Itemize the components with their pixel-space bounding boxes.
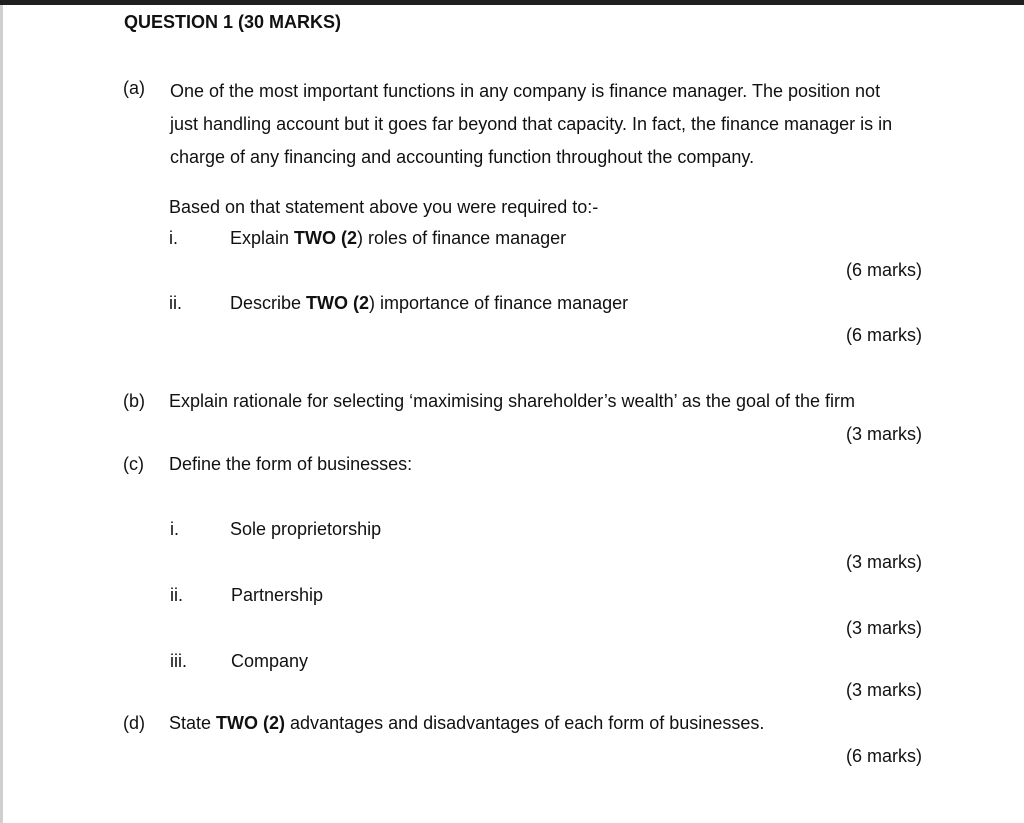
part-a-item-1-number: i. [169, 228, 178, 248]
part-a-item-1-text [230, 227, 566, 249]
part-d-bold: TWO (2) [216, 713, 286, 733]
part-c-item-1-marks: (3 marks) [846, 552, 922, 572]
part-d-post: advantages and disadvantages of each form of businesses. [285, 713, 765, 733]
part-c-item-2-marks: (3 marks) [846, 618, 922, 638]
part-a-item-1-close-paren: ) [357, 228, 364, 248]
part-d-label: (d) [123, 713, 145, 733]
part-d-text [169, 712, 764, 734]
part-d-pre: State [169, 713, 217, 733]
part-a-item-2-bold: TWO (2 [306, 293, 370, 313]
part-a-intro: Based on that statement above you were required to:- [169, 197, 599, 217]
part-a-item-2-marks: (6 marks) [846, 325, 922, 345]
part-a-item-1-marks: (6 marks) [846, 260, 922, 280]
part-c-item-3-number: iii. [170, 651, 187, 671]
part-c-item-3-marks: (3 marks) [846, 680, 922, 700]
part-a-paragraph-line-1: One of the most important functions in any company is finance manager. The position not [170, 81, 881, 101]
part-c-item-2-text: Partnership [231, 585, 324, 605]
part-c-text: Define the form of businesses: [169, 454, 413, 474]
part-b-label: (b) [123, 391, 145, 411]
part-a-label: (a) [123, 78, 145, 98]
part-a-paragraph-line-3: charge of any financing and accounting function throughout the company. [170, 147, 755, 167]
part-a-item-1-bold-number: 2 [347, 228, 358, 248]
part-a-item-2-text [230, 292, 628, 314]
part-a-item-1-post: roles of finance manager [363, 228, 567, 248]
part-a-paragraph [170, 75, 930, 174]
part-a-item-1-pre: Explain [230, 228, 295, 248]
top-border-bar [0, 0, 1024, 5]
part-a-item-2-post: importance of finance manager [375, 293, 629, 313]
part-c-item-3-text: Company [231, 651, 309, 671]
part-a-item-1-bold: TWO ( [294, 228, 348, 248]
part-d-marks: (6 marks) [846, 746, 922, 766]
part-c-item-2-number: ii. [170, 585, 183, 605]
part-c-item-1-number: i. [170, 519, 179, 539]
part-a-item-2-pre: Describe [230, 293, 307, 313]
left-page-edge [0, 5, 3, 823]
part-a-item-2-number: ii. [169, 293, 182, 313]
part-c-item-1-text: Sole proprietorship [230, 519, 382, 539]
question-title: QUESTION 1 (30 MARKS) [124, 12, 342, 32]
part-b-marks: (3 marks) [846, 424, 922, 444]
part-a-paragraph-line-2: just handling account but it goes far beyond that capacity. In fact, the finance manager is in [170, 114, 893, 134]
part-c-label: (c) [123, 454, 144, 474]
part-a-item-2-close-paren: ) [369, 293, 376, 313]
part-b-text: Explain rationale for selecting ‘maximising shareholder’s wealth’ as the goal of the firm [169, 391, 856, 411]
